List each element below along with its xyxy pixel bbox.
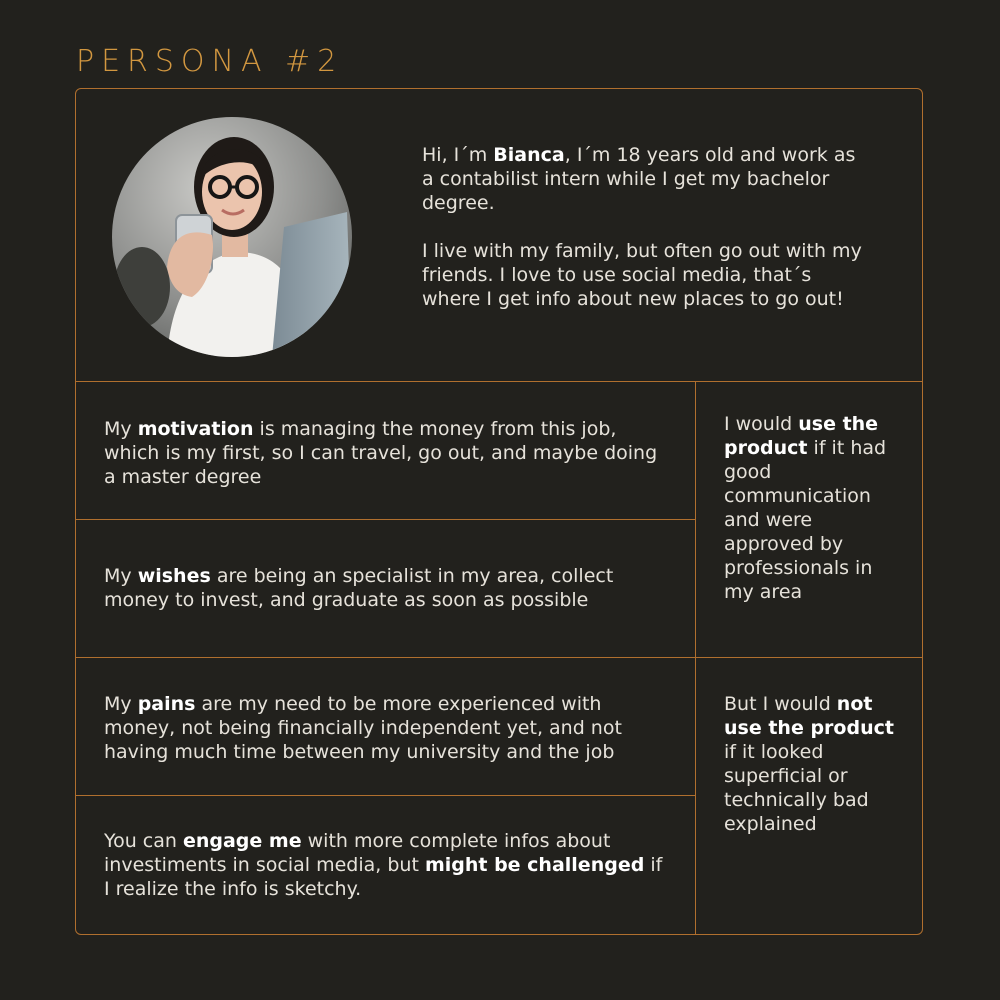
avatar	[112, 117, 352, 357]
engage-body: with more complete infos about investiments in social media, but	[104, 830, 611, 876]
motivation-body: is managing the money from this job, which is my first, so I can travel, go out, and maybe doing a master degree	[104, 418, 658, 488]
wishes-pre: My	[104, 565, 138, 587]
motivation-text	[104, 417, 664, 489]
divider-middle	[76, 657, 922, 658]
challenge-keyword: might be challenged	[424, 854, 645, 876]
divider-pains-engage	[76, 795, 695, 796]
divider-vertical	[695, 381, 696, 934]
intro-details: , I´m 18 years old and work as a contabilist intern while I get my bachelor degree.	[422, 144, 856, 214]
engage-post: if I realize the info is sketchy.	[104, 854, 663, 900]
persona-photo	[112, 117, 352, 357]
intro-paragraph-1	[422, 143, 862, 215]
not-use-keyword: not use the product	[724, 693, 894, 739]
not-use-body: if it looked superficial or technically bad explained	[724, 741, 869, 835]
use-product-text	[724, 412, 904, 604]
engage-text	[104, 829, 669, 901]
pains-text	[104, 692, 664, 764]
engage-pre: You can	[104, 830, 183, 852]
use-product-keyword: use the product	[724, 413, 879, 459]
pains-pre: My	[104, 693, 138, 715]
not-use-pre: But I would	[724, 693, 837, 715]
intro-text	[422, 143, 862, 311]
motivation-keyword: motivation	[137, 418, 254, 440]
wishes-body: are being an specialist in my area, collect money to invest, and graduate as soon as possible	[104, 565, 614, 611]
persona-card	[75, 88, 923, 935]
persona-name: Bianca	[493, 144, 565, 166]
pains-keyword: pains	[137, 693, 196, 715]
intro-paragraph-2: I live with my family, but often go out with my friends. I love to use social media, that´s where I get info about new places to go out!	[422, 240, 862, 310]
page-title: PERSONA #2	[76, 44, 344, 79]
not-use-product-text	[724, 692, 904, 836]
wishes-keyword: wishes	[137, 565, 211, 587]
use-product-pre: I would	[724, 413, 799, 435]
pains-body: are my need to be more experienced with money, not being financially independent yet, and not having much time between my university and the job	[104, 693, 622, 763]
intro-greeting: Hi, I´m	[422, 144, 494, 166]
divider-motivation-wishes	[76, 519, 695, 520]
divider-intro	[76, 381, 922, 382]
wishes-text	[104, 564, 664, 612]
engage-keyword: engage me	[182, 830, 302, 852]
use-product-body: if it had good communication and were approved by professionals in my area	[724, 437, 887, 603]
motivation-pre: My	[104, 418, 138, 440]
